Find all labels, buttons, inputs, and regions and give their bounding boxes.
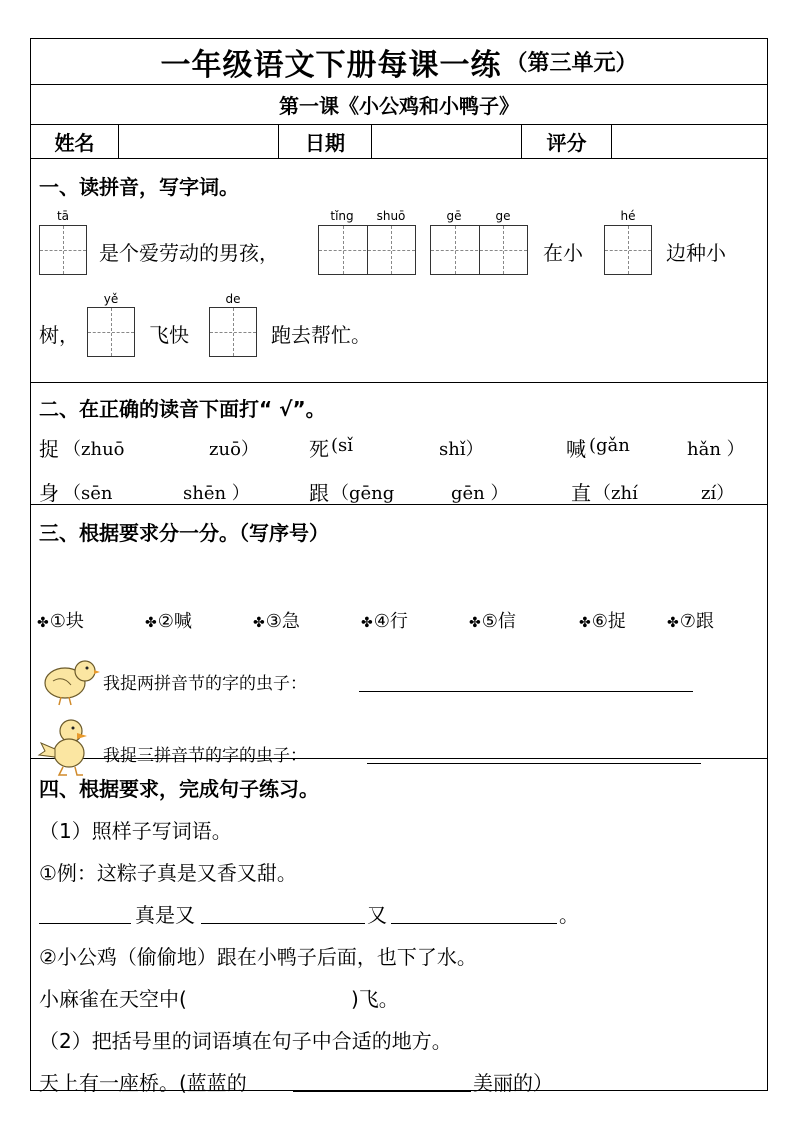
text-segment: 是个爱劳动的男孩， <box>99 241 279 265</box>
fill-text: 真是又 <box>135 903 195 927</box>
bug-option[interactable]: ✤⑥捉 <box>579 611 626 632</box>
unit-label: （第三单元） <box>505 51 638 76</box>
pinyin-de: de <box>225 292 241 306</box>
bug-option[interactable]: ✤③急 <box>253 611 300 632</box>
pinyin-ting: tǐng <box>330 209 354 223</box>
chick-icon <box>39 655 101 707</box>
blank-2[interactable] <box>201 923 365 924</box>
question-two-syllable: 我捉两拼音节的字的虫子： <box>103 674 307 694</box>
text-segment: 跑去帮忙。 <box>271 323 371 347</box>
pron-option[interactable]: shēn ） <box>183 483 250 504</box>
date-field[interactable] <box>372 125 522 158</box>
bug-icon: ✤ <box>667 615 679 631</box>
text-segment: 在小 <box>543 241 583 265</box>
text-segment: 飞快 <box>149 323 189 347</box>
pron-option[interactable]: zí） <box>701 483 735 504</box>
pron-char: 身 <box>39 481 59 505</box>
name-field[interactable] <box>119 125 279 158</box>
bug-option[interactable]: ✤①块 <box>37 611 84 632</box>
pron-char: 喊 <box>566 437 586 461</box>
part1-instruction: （1）照样子写词语。 <box>39 819 232 843</box>
pron-option[interactable]: （gēng <box>331 483 395 504</box>
blank-3[interactable] <box>391 923 557 924</box>
pinyin-shuo: shuō <box>376 209 406 223</box>
text-segment: 树， <box>39 323 79 347</box>
student-info-row <box>31 125 767 159</box>
name-label: 姓名 <box>31 125 119 158</box>
fill-text: 天上有一座桥。(蓝蓝的 <box>39 1071 247 1095</box>
question-three-syllable: 我捉三拼音节的字的虫子： <box>103 746 307 766</box>
blank-1[interactable] <box>39 923 131 924</box>
date-label: 日期 <box>279 125 372 158</box>
bug-icon: ✤ <box>145 615 157 631</box>
pron-option[interactable]: zuō） <box>209 439 259 460</box>
pron-option[interactable]: (sǐ <box>331 435 354 456</box>
fill-text: 。 <box>559 903 579 927</box>
fill-text: 又 <box>367 903 387 927</box>
score-field[interactable] <box>612 125 767 158</box>
bug-icon: ✤ <box>253 615 265 631</box>
pinyin-ye: yě <box>103 292 119 306</box>
bug-option[interactable]: ✤⑦跟 <box>667 611 714 632</box>
bug-option[interactable]: ✤⑤信 <box>469 611 516 632</box>
part2-instruction: （2）把括号里的词语填在句子中合适的地方。 <box>39 1029 452 1053</box>
section2-heading: 二、在正确的读音下面打“ √”。 <box>39 397 326 421</box>
pron-option[interactable]: hǎn ） <box>687 439 745 460</box>
char-box-gege[interactable] <box>430 225 528 275</box>
char-box-he[interactable] <box>604 225 652 275</box>
pron-option[interactable]: shǐ） <box>439 439 484 460</box>
pinyin-ge2: ge <box>495 209 511 223</box>
pinyin-ge1: gē <box>446 209 462 223</box>
pron-option[interactable]: （zhuō <box>63 439 125 460</box>
example-sentence-2: ②小公鸡（偷偷地）跟在小鸭子后面，也下了水。 <box>39 945 477 969</box>
section1-heading: 一、读拼音，写字词。 <box>39 175 239 199</box>
pinyin-he: hé <box>620 209 636 223</box>
fill-text: 美丽的） <box>473 1071 553 1095</box>
pron-option[interactable]: gēn ） <box>451 483 509 504</box>
pron-char: 跟 <box>309 481 329 505</box>
fill-text: 小麻雀在天空中( <box>39 987 187 1011</box>
lesson-title <box>31 85 767 125</box>
paren-answer[interactable] <box>227 981 347 1009</box>
bug-icon: ✤ <box>579 615 591 631</box>
score-label: 评分 <box>522 125 612 158</box>
bug-icon: ✤ <box>361 615 373 631</box>
section4-heading: 四、根据要求，完成句子练习。 <box>39 777 319 801</box>
section-pinyin-writing <box>31 159 767 383</box>
pron-option[interactable]: (gǎn <box>589 435 630 456</box>
bug-icon: ✤ <box>37 615 49 631</box>
pron-char: 捉 <box>39 437 59 461</box>
bug-icon: ✤ <box>469 615 481 631</box>
pron-option[interactable]: （sēn <box>63 483 113 504</box>
fill-text: )飞。 <box>351 987 399 1011</box>
pron-char: 死 <box>309 437 329 461</box>
section-sentences <box>31 759 767 1095</box>
pron-char: 直 <box>571 481 591 505</box>
example-sentence: ①例：这粽子真是又香又甜。 <box>39 861 297 885</box>
title-row <box>31 39 767 85</box>
answer-line-two-syllable[interactable] <box>359 691 693 692</box>
pinyin-ta: tā <box>56 209 70 223</box>
char-box-tingshuo[interactable] <box>318 225 416 275</box>
worksheet <box>30 38 768 1095</box>
pron-option[interactable]: （zhí <box>593 483 638 504</box>
section3-heading: 三、根据要求分一分。（写序号） <box>39 521 329 545</box>
bug-option[interactable]: ✤②喊 <box>145 611 192 632</box>
bug-option[interactable]: ✤④行 <box>361 611 408 632</box>
section-classify <box>31 505 767 766</box>
lesson-label: 第一课《小公鸡和小鸭子》 <box>279 94 519 118</box>
text-segment: 边种小 <box>666 241 726 265</box>
char-box-ta[interactable] <box>39 225 87 275</box>
section-pronunciation <box>31 383 767 505</box>
page-title: 一年级语文下册每课一练 <box>160 47 502 83</box>
char-box-de[interactable] <box>209 307 257 357</box>
blank-4[interactable] <box>293 1091 471 1092</box>
char-box-ye[interactable] <box>87 307 135 357</box>
